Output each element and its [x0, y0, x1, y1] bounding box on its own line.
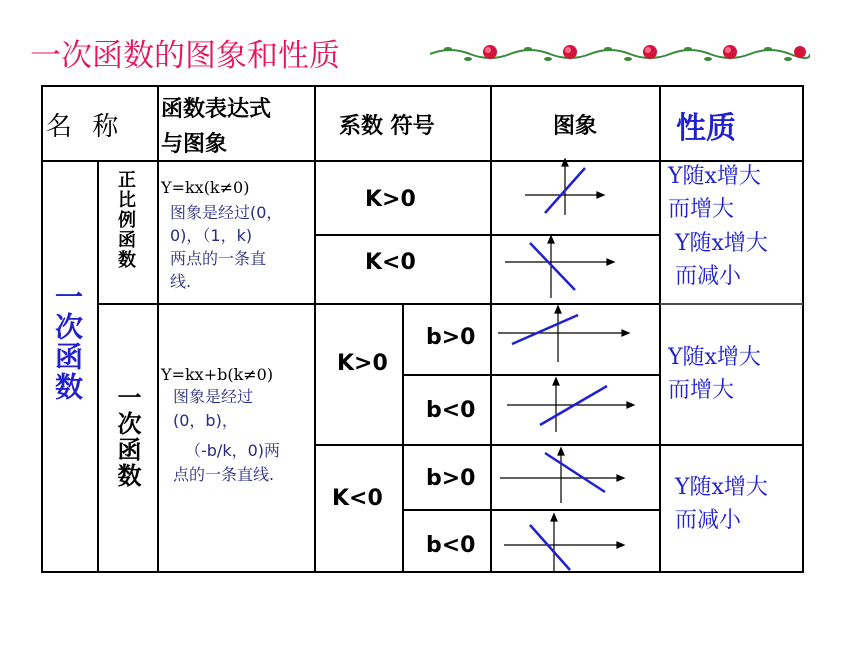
- header-expression-line2: 与图象: [161, 132, 228, 157]
- desc-linear: 图象是经过 (0，b)， （-b/k，0)两 点的一条直线.: [173, 387, 281, 484]
- header-name: 名 称: [46, 112, 125, 142]
- b-linear-kneg-bpos: b>0: [426, 466, 476, 491]
- formula-proportional: Y=kx(k≠0): [161, 178, 250, 197]
- page-title: 一次函数的图象和性质: [30, 38, 340, 74]
- label-linear-function: 一次函数: [113, 385, 141, 489]
- coef-proportional-kpos: K>0: [365, 187, 416, 212]
- property-linear-kpos: Y随x增大 而增大: [668, 345, 761, 403]
- label-proportional-function: 正比例函数: [115, 170, 136, 270]
- desc-proportional: 图象是经过(0， 0)，（1，k) 两点的一条直 线.: [170, 203, 283, 291]
- header-image: 图象: [553, 114, 598, 139]
- coef-proportional-kneg: K<0: [365, 250, 416, 275]
- graph-proportional-kpos: [525, 159, 604, 215]
- graph-linear-kpos-bneg: [507, 378, 634, 432]
- graph-linear-kneg-bpos: [500, 448, 624, 503]
- b-linear-kneg-bneg: b<0: [426, 533, 476, 558]
- b-linear-kpos-bpos: b>0: [426, 325, 476, 350]
- header-coefficient: 系数 符号: [339, 114, 435, 139]
- property-linear-kneg: Y随x增大 而减小: [675, 475, 768, 533]
- graph-proportional-kneg: [505, 236, 614, 298]
- b-linear-kpos-bneg: b<0: [426, 398, 476, 423]
- header-expression-line1: 函数表达式: [161, 97, 272, 122]
- group-label-linear-function: 一次函数: [51, 282, 84, 402]
- coef-linear-kpos: K>0: [337, 351, 388, 376]
- graph-linear-kpos-bpos: [498, 306, 629, 362]
- coef-linear-kneg: K<0: [332, 486, 383, 511]
- header-property: 性质: [676, 111, 736, 146]
- property-proportional-kneg: Y随x增大 而减小: [675, 231, 768, 289]
- formula-linear: Y=kx+b(k≠0): [161, 365, 274, 384]
- property-proportional-kpos: Y随x增大 而增大: [668, 164, 761, 222]
